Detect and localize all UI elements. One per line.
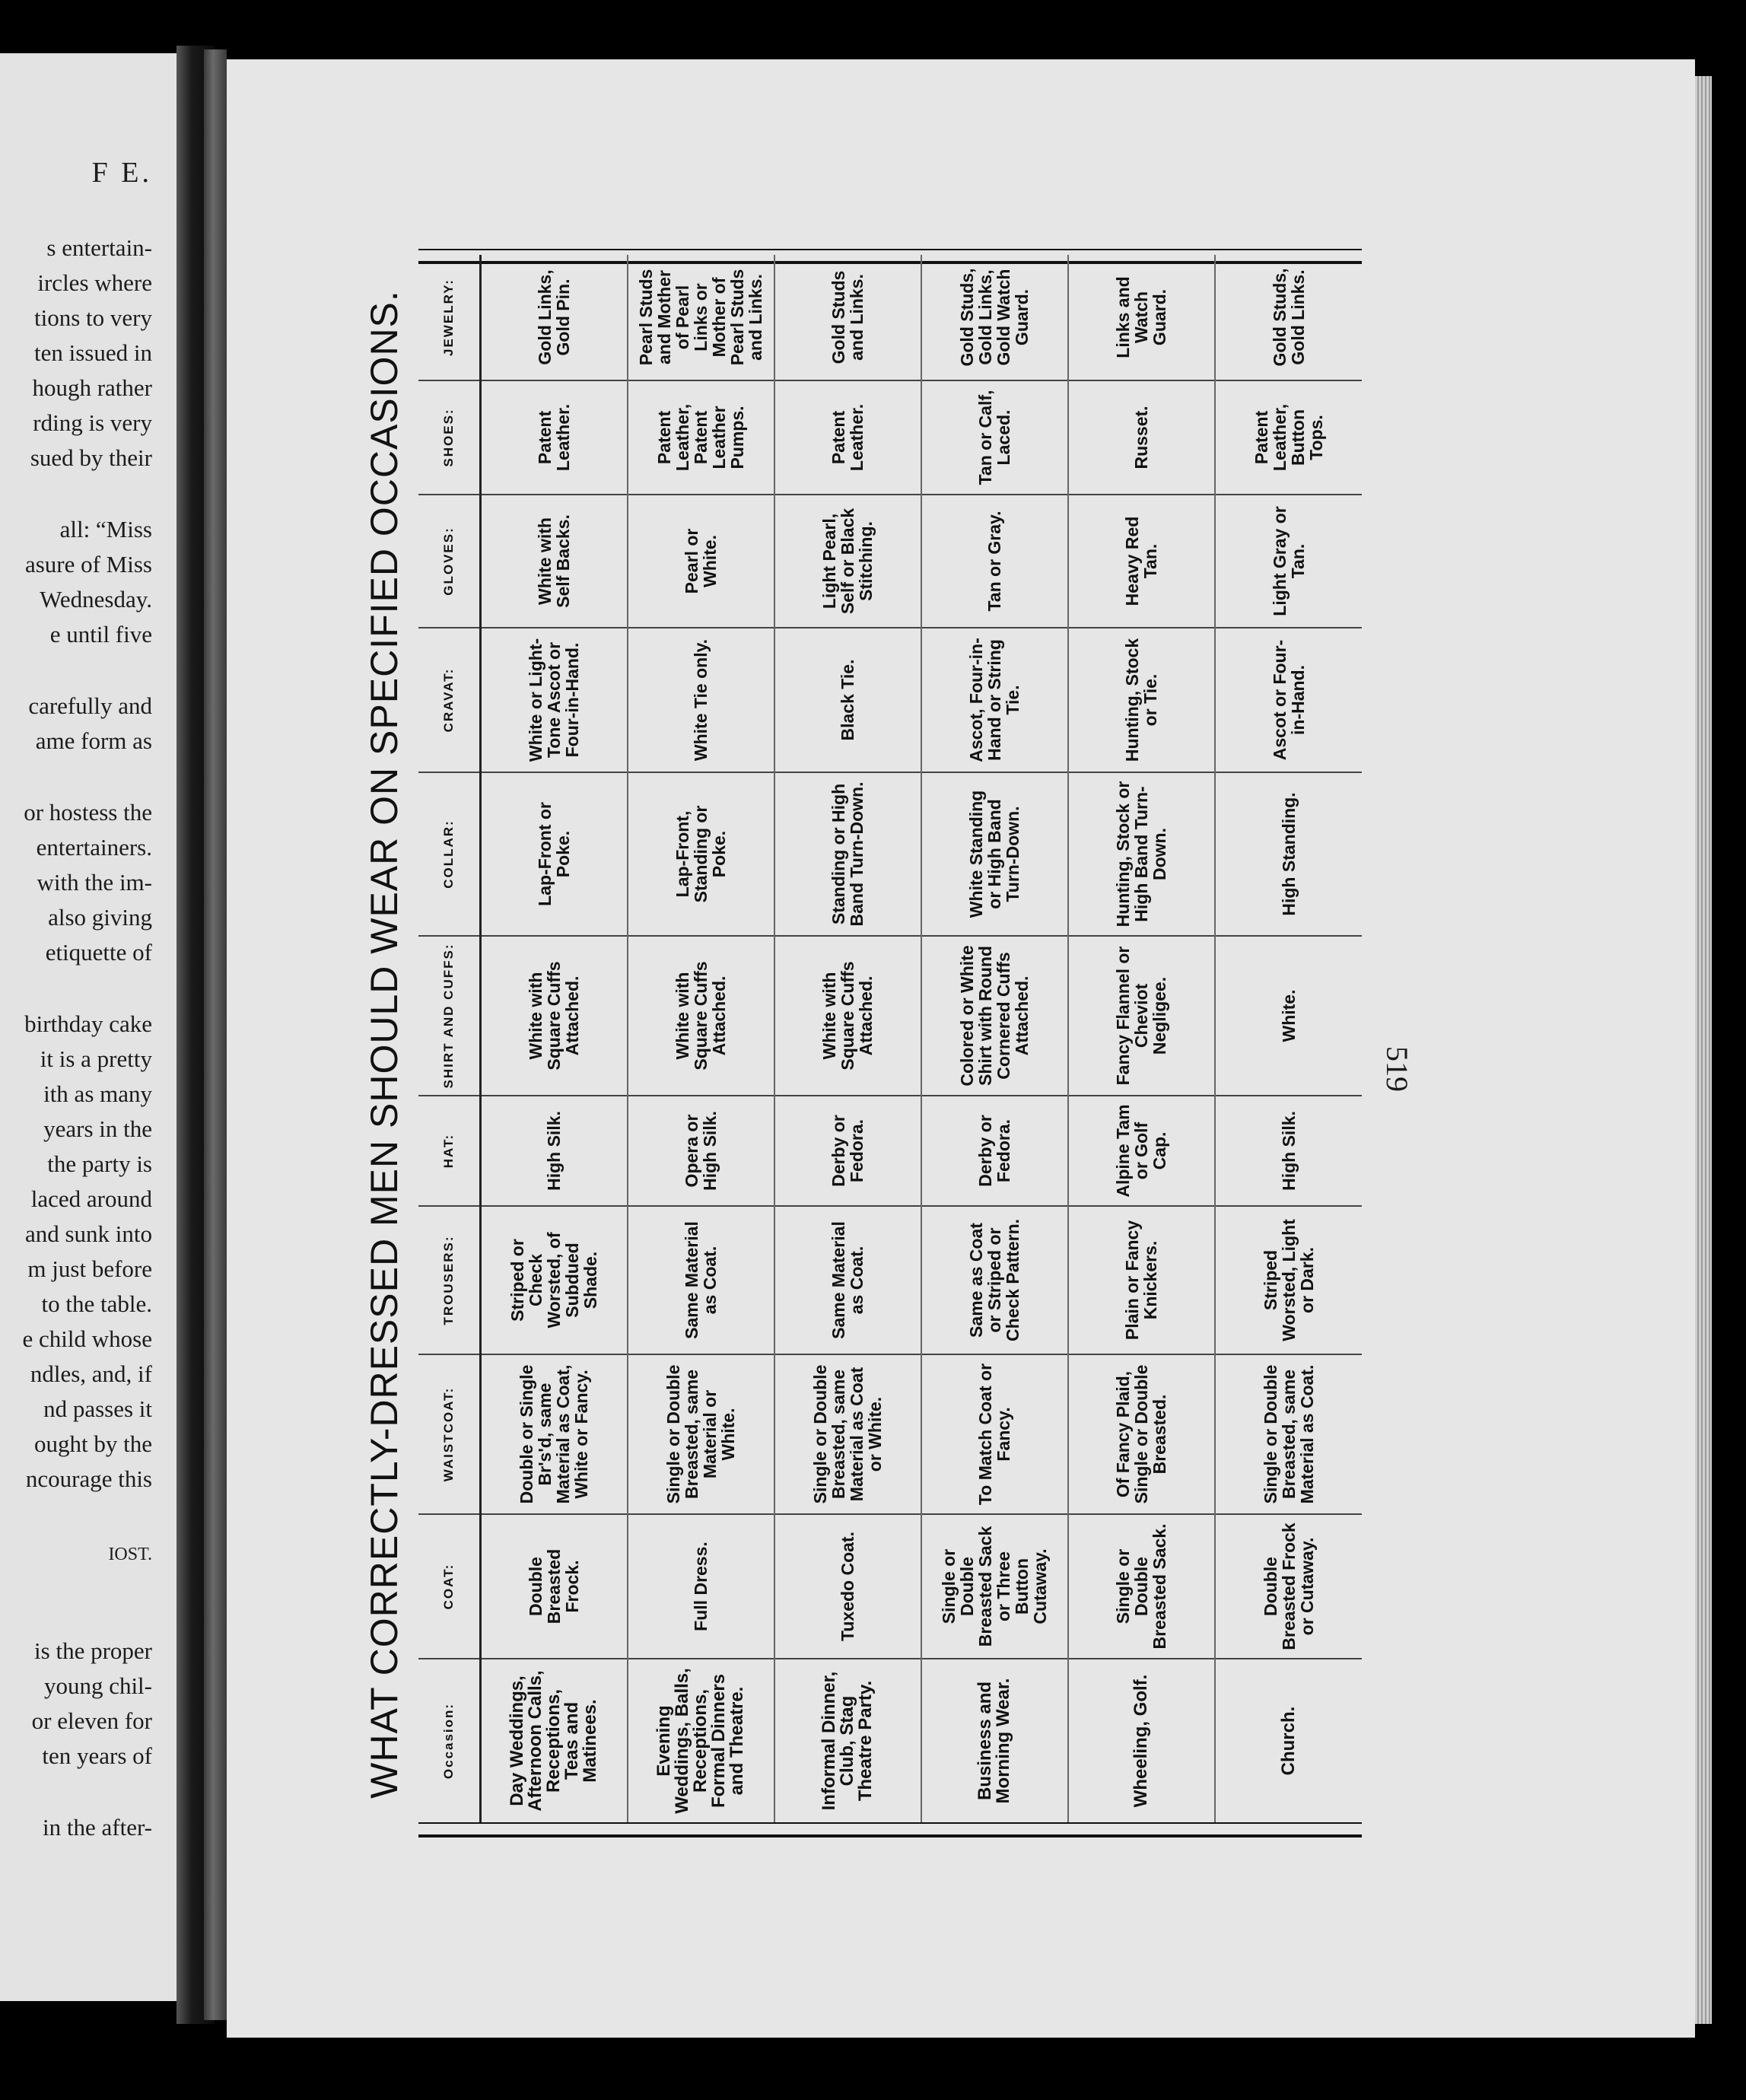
table-row bbox=[1068, 255, 1215, 1822]
cell-trousers: Same Material as Coat. bbox=[628, 1206, 774, 1354]
cell-shirt: White. bbox=[1215, 936, 1362, 1096]
left-page-line: carefully and bbox=[28, 692, 152, 719]
cell-coat: Double Breasted Frock or Cutaway. bbox=[1215, 1514, 1362, 1659]
table-row bbox=[481, 255, 628, 1822]
cell-jewelry: Gold Studs, Gold Links, Gold Watch Guard. bbox=[921, 255, 1068, 380]
left-page-line: tions to very bbox=[34, 304, 152, 331]
cell-trousers: Same as Coat or Striped or Check Pattern. bbox=[921, 1206, 1068, 1354]
cell-collar: Hunting, Stock or High Band Turn-Down. bbox=[1068, 772, 1215, 936]
cell-waistcoat: Single or Double Breasted, same Material as Coat or White. bbox=[774, 1354, 921, 1514]
left-page-text bbox=[0, 53, 199, 2001]
left-page-line: in the after- bbox=[43, 1814, 152, 1841]
cell-cravat: Ascot or Four-in-Hand. bbox=[1215, 628, 1362, 772]
left-page-line: birthday cake bbox=[24, 1010, 152, 1037]
cell-jewelry: Links and Watch Guard. bbox=[1068, 255, 1215, 380]
table-row bbox=[628, 255, 774, 1822]
left-page-line: also giving bbox=[48, 904, 152, 931]
left-page-line: asure of Miss bbox=[24, 551, 152, 578]
attire-table-grid bbox=[418, 255, 1362, 1822]
cell-trousers: Plain or Fancy Knickers. bbox=[1068, 1206, 1215, 1354]
left-page-line: with the im- bbox=[37, 869, 152, 896]
cell-hat: Derby or Fedora. bbox=[921, 1096, 1068, 1206]
left-page-subheading: IOST. bbox=[108, 1545, 152, 1564]
left-page-line: years in the bbox=[43, 1115, 152, 1142]
left-page-line: all: “Miss bbox=[59, 516, 152, 542]
left-page-line: the party is bbox=[47, 1150, 152, 1177]
table-row bbox=[1215, 255, 1362, 1822]
left-page-line: ith as many bbox=[43, 1080, 152, 1107]
cell-collar: White Standing or High Band Turn-Down. bbox=[921, 772, 1068, 936]
left-facing-page bbox=[0, 53, 199, 2001]
left-page-line: e until five bbox=[49, 621, 152, 648]
cell-gloves: Light Gray or Tan. bbox=[1215, 495, 1362, 628]
header-jewelry: JEWELRY: bbox=[418, 255, 481, 380]
left-page-line: s entertain- bbox=[46, 234, 152, 261]
header-shoes: SHOES: bbox=[418, 380, 481, 495]
cell-hat: High Silk. bbox=[1215, 1096, 1362, 1206]
cell-gloves: White with Self Backs. bbox=[481, 495, 628, 628]
cell-waistcoat: Single or Double Breasted, same Material or White. bbox=[628, 1354, 774, 1514]
header-occasion: Occasion: bbox=[418, 1659, 481, 1822]
cell-collar: Lap-Front or Poke. bbox=[481, 772, 628, 936]
left-page-line: entertainers. bbox=[36, 834, 152, 861]
left-page-line: hough rather bbox=[32, 374, 152, 401]
left-page-line: or eleven for bbox=[31, 1707, 152, 1734]
cell-collar: Lap-Front, Standing or Poke. bbox=[628, 772, 774, 936]
left-page-line: and sunk into bbox=[24, 1220, 152, 1247]
left-page-line: rding is very bbox=[33, 409, 152, 436]
cell-cravat: Hunting, Stock or Tie. bbox=[1068, 628, 1215, 772]
page-number: 519 bbox=[1380, 1046, 1414, 1092]
header-gloves: GLOVES: bbox=[418, 495, 481, 628]
cell-coat: Single or Double Breasted Sack. bbox=[1068, 1514, 1215, 1659]
table-row bbox=[921, 255, 1068, 1822]
cell-gloves: Light Pearl, Self or Black Stitching. bbox=[774, 495, 921, 628]
cell-waistcoat: Double or Single Br's'd, same Material as Coat, White or Fancy. bbox=[481, 1354, 628, 1514]
left-page-line: to the table. bbox=[41, 1290, 152, 1317]
cell-shoes: Patent Leather, Button Tops. bbox=[1215, 380, 1362, 495]
cell-jewelry: Gold Studs, Gold Links. bbox=[1215, 255, 1362, 380]
cell-occasion: Business and Morning Wear. bbox=[921, 1659, 1068, 1822]
cell-occasion: Informal Dinner, Club, Stag Theatre Party. bbox=[774, 1659, 921, 1822]
attire-table bbox=[418, 255, 1362, 1822]
rotated-table-block bbox=[358, 251, 1385, 1838]
cell-trousers: Same Material as Coat. bbox=[774, 1206, 921, 1354]
cell-hat: High Silk. bbox=[481, 1096, 628, 1206]
left-page-line: ncourage this bbox=[25, 1465, 152, 1492]
cell-jewelry: Gold Studs and Links. bbox=[774, 255, 921, 380]
cell-shoes: Patent Leather. bbox=[481, 380, 628, 495]
header-trousers: TROUSERS: bbox=[418, 1206, 481, 1354]
cell-coat: Tuxedo Coat. bbox=[774, 1514, 921, 1659]
cell-waistcoat: Single or Double Breasted, same Material as Coat. bbox=[1215, 1354, 1362, 1514]
header-coat: COAT: bbox=[418, 1514, 481, 1659]
left-page-line: ircles where bbox=[37, 269, 152, 296]
left-page-line: nd passes it bbox=[43, 1395, 152, 1422]
left-page-line: ame form as bbox=[35, 727, 152, 754]
cell-occasion: Wheeling, Golf. bbox=[1068, 1659, 1215, 1822]
header-hat: HAT: bbox=[418, 1096, 481, 1206]
cell-shoes: Tan or Calf, Laced. bbox=[921, 380, 1068, 495]
cell-shirt: White with Square Cuffs Attached. bbox=[628, 936, 774, 1096]
cell-trousers: Striped Worsted, Light or Dark. bbox=[1215, 1206, 1362, 1354]
left-page-line: is the proper bbox=[34, 1637, 152, 1664]
cell-jewelry: Gold Links, Gold Pin. bbox=[481, 255, 628, 380]
cell-shoes: Patent Leather. bbox=[774, 380, 921, 495]
cell-collar: High Standing. bbox=[1215, 772, 1362, 936]
cell-shirt: Colored or White Shirt with Round Cornered Cuffs Attached. bbox=[921, 936, 1068, 1096]
left-page-line: ten issued in bbox=[34, 339, 152, 366]
cell-coat: Double Breasted Frock. bbox=[481, 1514, 628, 1659]
cell-jewelry: Pearl Studs and Mother of Pearl Links or Mother of Pearl Studs and Links. bbox=[628, 255, 774, 380]
cell-shirt: White with Square Cuffs Attached. bbox=[774, 936, 921, 1096]
header-row bbox=[418, 255, 481, 1822]
header-collar: COLLAR: bbox=[418, 772, 481, 936]
cell-shoes: Russet. bbox=[1068, 380, 1215, 495]
cell-collar: Standing or High Band Turn-Down. bbox=[774, 772, 921, 936]
left-page-line: laced around bbox=[30, 1185, 152, 1212]
table-left-double-rule bbox=[418, 1822, 1362, 1838]
left-page-line: ten years of bbox=[42, 1742, 152, 1769]
cell-shirt: Fancy Flannel or Cheviot Negligee. bbox=[1068, 936, 1215, 1096]
cell-occasion: Day Weddings, Afternoon Calls, Receptions, Teas and Matinees. bbox=[481, 1659, 628, 1822]
cell-coat: Full Dress. bbox=[628, 1514, 774, 1659]
cell-gloves: Pearl or White. bbox=[628, 495, 774, 628]
table-row bbox=[774, 255, 921, 1822]
cell-hat: Derby or Fedora. bbox=[774, 1096, 921, 1206]
cell-coat: Single or Double Breasted Sack or Three Button Cutaway. bbox=[921, 1514, 1068, 1659]
cell-shirt: White with Square Cuffs Attached. bbox=[481, 936, 628, 1096]
cell-hat: Opera or High Silk. bbox=[628, 1096, 774, 1206]
left-page-heading: F E. bbox=[91, 157, 152, 189]
page-edges bbox=[1695, 76, 1712, 2024]
cell-cravat: Ascot, Four-in-Hand or String Tie. bbox=[921, 628, 1068, 772]
cell-trousers: Striped or Check Worsted, of Subdued Shade. bbox=[481, 1206, 628, 1354]
left-page-line: ndles, and, if bbox=[30, 1360, 152, 1387]
header-waistcoat: WAISTCOAT: bbox=[418, 1354, 481, 1514]
left-page-line: ought by the bbox=[34, 1430, 152, 1457]
cell-gloves: Tan or Gray. bbox=[921, 495, 1068, 628]
left-page-line: e child whose bbox=[22, 1325, 152, 1352]
header-cravat: CRAVAT: bbox=[418, 628, 481, 772]
left-page-line: etiquette of bbox=[45, 939, 152, 966]
left-page-line: it is a pretty bbox=[40, 1045, 152, 1072]
cell-waistcoat: To Match Coat or Fancy. bbox=[921, 1354, 1068, 1514]
cell-occasion: Church. bbox=[1277, 1706, 1299, 1776]
cell-occasion: Evening Weddings, Balls, Receptions, Formal Dinners and Theatre. bbox=[628, 1659, 774, 1822]
left-page-line: or hostess the bbox=[24, 799, 152, 826]
table-title: WHAT CORRECTLY-DRESSED MEN SHOULD WEAR ON SPECIFIED OCCASIONS. bbox=[363, 290, 405, 1799]
cell-cravat: White or Light-Tone Ascot or Four-in-Hand. bbox=[481, 628, 628, 772]
cell-shoes: Patent Leather, Patent Leather Pumps. bbox=[628, 380, 774, 495]
cell-cravat: White Tie only. bbox=[628, 628, 774, 772]
left-page-line: m just before bbox=[27, 1255, 152, 1282]
left-page-line: Wednesday. bbox=[40, 586, 152, 612]
header-shirt-and-cuffs: SHIRT AND CUFFS: bbox=[418, 936, 481, 1096]
cell-hat: Alpine Tam or Golf Cap. bbox=[1068, 1096, 1215, 1206]
cell-gloves: Heavy Red Tan. bbox=[1068, 495, 1215, 628]
book-spine bbox=[204, 49, 227, 2020]
left-page-line: young chil- bbox=[43, 1672, 152, 1699]
cell-cravat: Black Tie. bbox=[774, 628, 921, 772]
cell-waistcoat: Of Fancy Plaid, Single or Double Breasted. bbox=[1068, 1354, 1215, 1514]
left-page-line: sued by their bbox=[30, 444, 152, 471]
